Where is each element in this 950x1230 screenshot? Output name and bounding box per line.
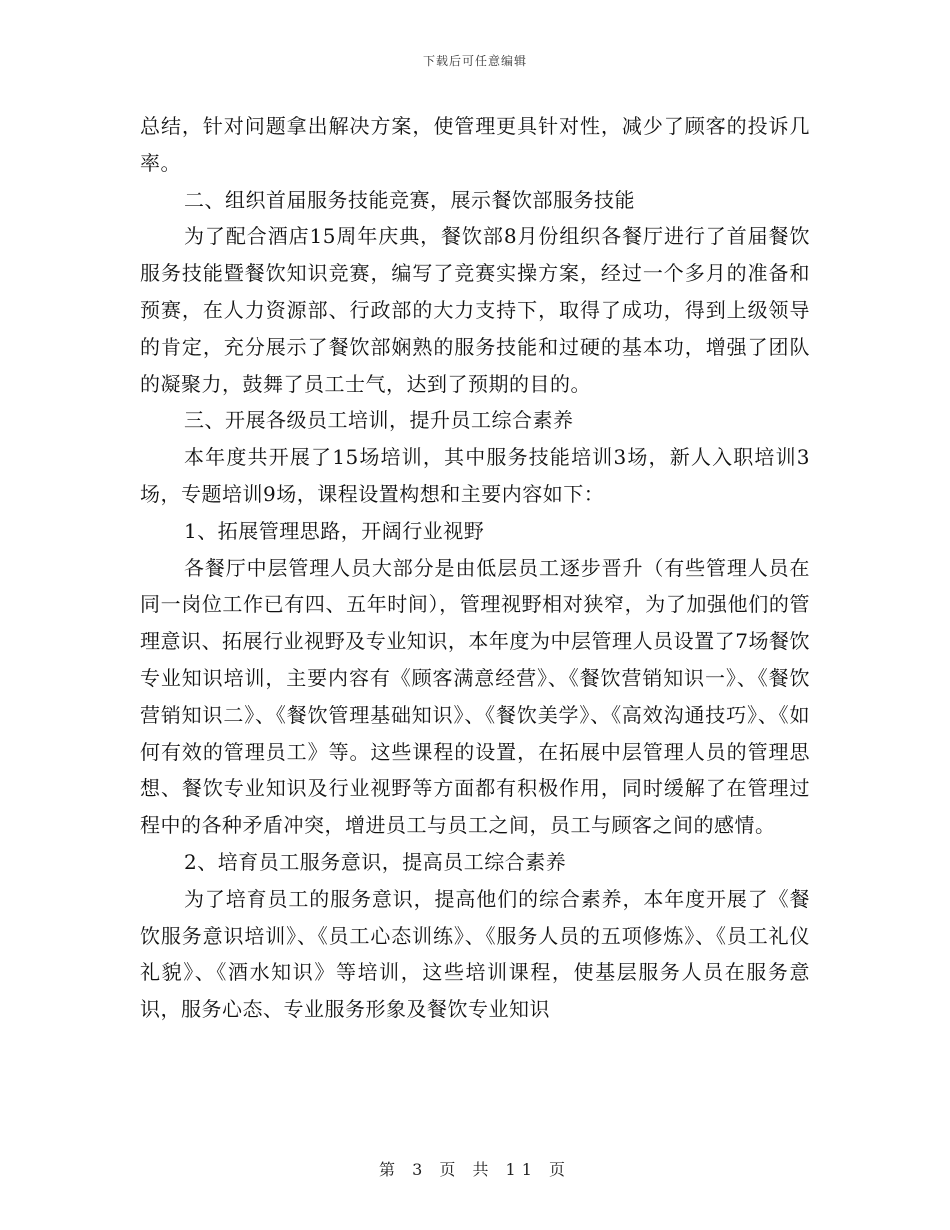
page-header: 下载后可任意编辑 [422,54,527,68]
page-number-footer: 第 3 页 共 11 页 [379,1160,571,1179]
paragraph-service-training: 为了培育员工的服务意识，提高他们的综合素养，本年度开展了《餐饮服务意识培训》、《员工心态训练》、《服务人员的五项修炼》、《员工礼仪礼貌》、《酒水知识》等培训，这些培训课程，使基层服务人员在服务意识，服务心态、专业服务形象及餐饮专业知识 [140,886,810,1022]
paragraph-1: 总结，针对问题拿出解决方案，使管理更具针对性，减少了顾客的投诉几率。 [140,114,810,175]
subheading-1: 1、拓展管理思路，开阔行业视野 [184,518,485,543]
paragraph-training-overview: 本年度共开展了15场培训，其中服务技能培训3场，新人入职培训3场，专题培训9场，课程设置构想和主要内容如下： [140,445,810,506]
paragraph-management-training: 各餐厅中层管理人员大部分是由低层员工逐步晋升（有些管理人员在同一岗位工作已有四、五年时间），管理视野相对狭窄，为了加强他们的管理意识、拓展行业视野及专业知识，本年度为中层管理人员设置了7场餐饮专业知识培训，主要内容有《顾客满意经营》、《餐饮营销知识一》、《餐饮营销知识二》、《餐饮管理基础知识》、《餐饮美学》、《高效沟通技巧》、《如何有效的管理员工》等。这些课程的设置，在拓展中层管理人员的管理思想、餐饮专业知识及行业视野等方面都有积极作用，同时缓解了在管理过程中的各种矛盾冲突，增进员工与员工之间，员工与顾客之间的感情。 [140,555,810,838]
subheading-2: 2、培育员工服务意识，提高员工综合素养 [184,849,567,874]
document-body [140,108,810,1028]
section-heading-2: 二、组织首届服务技能竞赛，展示餐饮部服务技能 [184,187,635,212]
paragraph-competition: 为了配合酒店15周年庆典，餐饮部8月份组织各餐厅进行了首届餐饮服务技能暨餐饮知识竞赛，编写了竞赛实操方案，经过一个多月的准备和预赛，在人力资源部、行政部的大力支持下，取得了成功，得到上级领导的肯定，充分展示了餐饮部娴熟的服务技能和过硬的基本功，增强了团队的凝聚力，鼓舞了员工士气，达到了预期的目的。 [140,224,810,396]
section-heading-3: 三、开展各级员工培训，提升员工综合素养 [184,408,574,433]
